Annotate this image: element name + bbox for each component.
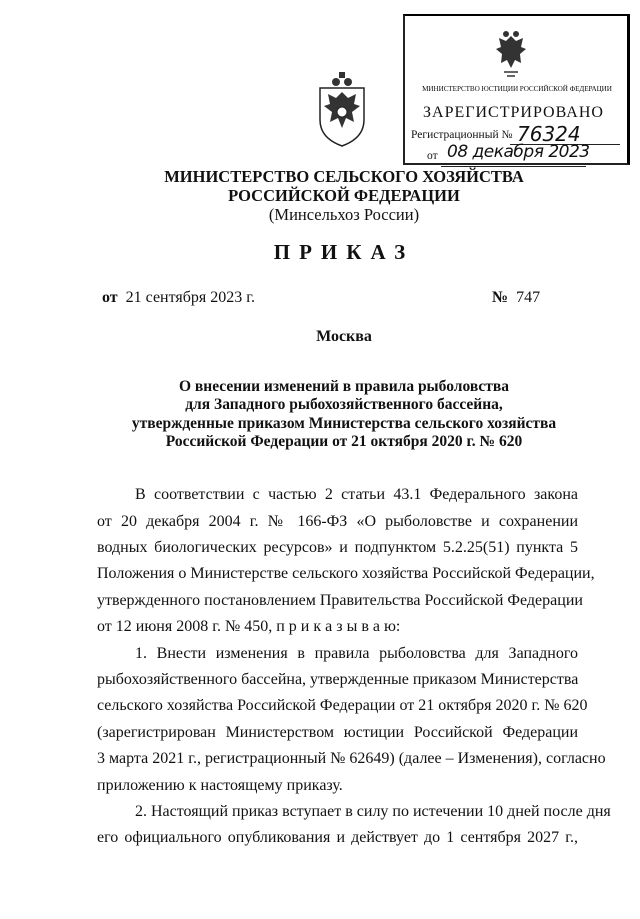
coat-of-arms-emblem: [310, 68, 374, 148]
subject-line: для Западного рыбохозяйственного бассейна,: [185, 396, 503, 414]
stamp-from-label: от: [427, 150, 438, 162]
body-line: В соответствии с частью 2 статьи 43.1 Федерального закона: [135, 486, 578, 503]
document-title: ПРИКАЗ: [273, 240, 415, 264]
order-date-value: 21 сентября 2023 г.: [125, 289, 256, 306]
order-date-label: от: [102, 289, 118, 306]
subject-line: Российской Федерации от 21 октября 2020 г. № 620: [165, 432, 523, 450]
body-line: приложению к настоящему приказу.: [97, 777, 343, 794]
body-line: его официального опубликования и действует до 1 сентября 2027 г.,: [97, 829, 578, 846]
stamp-reg-number-label: Регистрационный №: [411, 129, 513, 141]
body-line: Положения о Министерстве сельского хозяйства Российской Федерации,: [97, 565, 595, 582]
body-line: водных биологических ресурсов» и подпунктом 5.2.25(51) пункта 5: [97, 539, 578, 556]
order-city: Москва: [316, 328, 372, 345]
body-line: рыбохозяйственного бассейна, утвержденные приказом Министерства: [97, 671, 579, 688]
ministry-name-line2: РОССИЙСКОЙ ФЕДЕРАЦИИ: [228, 186, 460, 205]
ministry-name-line1: МИНИСТЕРСТВО СЕЛЬСКОГО ХОЗЯЙСТВА: [164, 167, 524, 186]
stamp-reg-date: 08 декабря 2023: [447, 142, 590, 162]
body-line: 1. Внести изменения в правила рыболовства для Западного: [135, 645, 578, 662]
body-line: (зарегистрирован Министерством юстиции Российской Федерации: [97, 724, 578, 741]
ministry-short-name: (Минсельхоз России): [268, 205, 420, 224]
subject-line: утвержденные приказом Министерства сельского хозяйства: [131, 414, 557, 432]
order-number: [492, 289, 540, 307]
order-number-value: 747: [516, 289, 541, 306]
stamp-reg-number: 76324: [517, 122, 581, 146]
order-number-label: №: [492, 289, 509, 306]
stamp-registered: ЗАРЕГИСТРИРОВАНО: [423, 104, 604, 121]
body-line: 3 марта 2021 г., регистрационный № 62649) (далее – Изменения), согласно: [97, 750, 606, 767]
stamp-emblem-icon: [487, 28, 535, 84]
registration-stamp: [403, 14, 630, 165]
order-date: [102, 289, 255, 307]
stamp-ministry: МИНИСТЕРСТВО ЮСТИЦИИ РОССИЙСКОЙ ФЕДЕРАЦИИ: [422, 85, 612, 93]
body-line: от 12 июня 2008 г. № 450, п р и к а з ы в а ю:: [97, 618, 401, 635]
body-line: сельского хозяйства Российской Федерации от 21 октября 2020 г. № 620: [97, 697, 588, 714]
body-line: от 20 декабря 2004 г. № 166-ФЗ «О рыболовстве и сохранении: [97, 513, 578, 530]
body-line: 2. Настоящий приказ вступает в силу по истечении 10 дней после дня: [135, 803, 611, 820]
body-line: утвержденного постановлением Правительства Российской Федерации: [97, 592, 583, 609]
subject-line: О внесении изменений в правила рыболовства: [179, 378, 509, 395]
order-subject: [102, 378, 586, 451]
